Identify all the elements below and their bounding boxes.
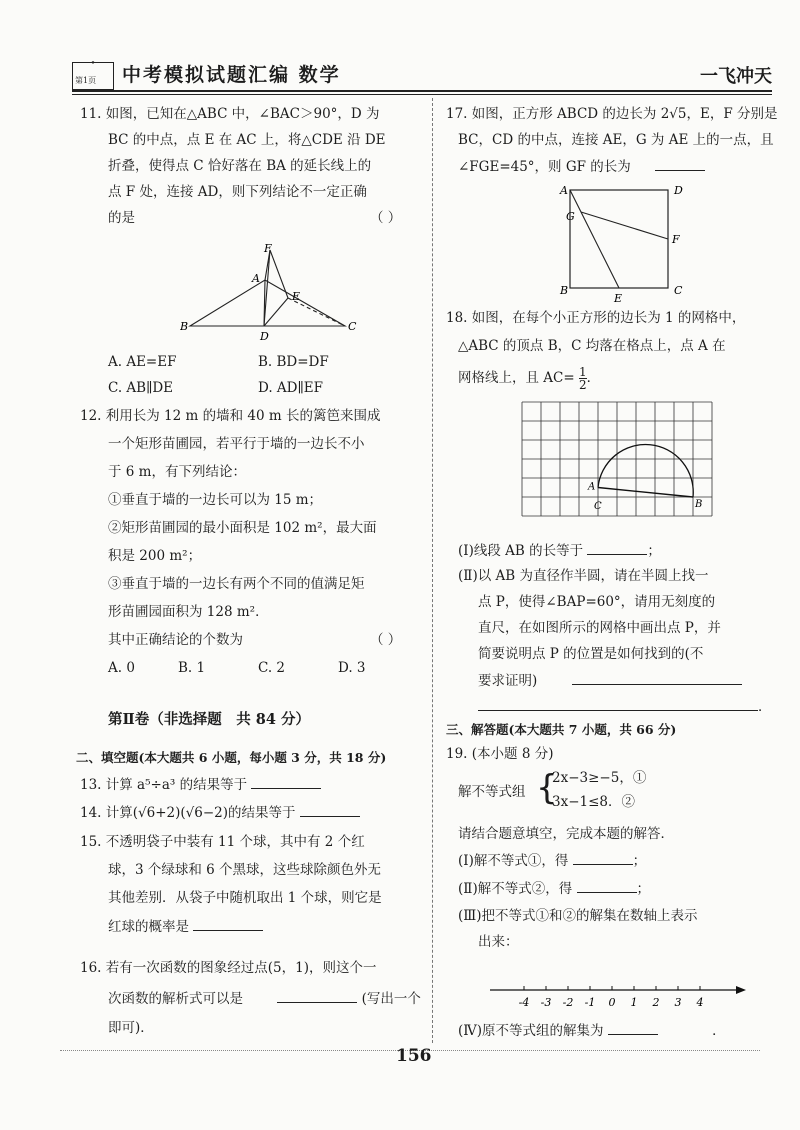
axis-tick-label: 0 — [608, 996, 616, 1009]
q12-option-c[interactable]: C. 2 — [258, 660, 286, 676]
label-B: B — [180, 320, 189, 333]
label-A: A — [588, 481, 596, 493]
page-header — [72, 58, 772, 90]
label-C: C — [348, 320, 357, 333]
number-line-q19 — [480, 976, 750, 1016]
axis-tick-label: 3 — [674, 996, 682, 1009]
question-13: 13. 计算 a⁵÷a³ 的结果等于 — [80, 774, 321, 795]
label-E: E — [614, 292, 623, 304]
axis-tick-label: -4 — [518, 996, 530, 1009]
part-2-heading: 第Ⅱ卷（非选择题 共 84 分） — [108, 711, 310, 728]
label-B: B — [560, 284, 569, 297]
q18-part2-answer-blank[interactable] — [572, 670, 742, 685]
axis-tick-label: -2 — [562, 996, 574, 1009]
q12-option-a[interactable]: A. 0 — [108, 660, 135, 676]
solve-section-heading: 三、解答题(本大题共 7 小题，共 66 分) — [446, 722, 677, 737]
label-A: A — [560, 184, 568, 197]
label-D: D — [674, 184, 683, 197]
label-A: A — [252, 272, 260, 285]
grid-figure-q18 — [520, 398, 720, 528]
q17-answer-blank[interactable] — [655, 156, 705, 171]
q15-answer-blank[interactable] — [193, 916, 263, 931]
label-E: E — [292, 290, 301, 303]
q19-part1-answer-blank[interactable] — [573, 850, 633, 865]
header-rule — [72, 90, 772, 92]
q11-option-a[interactable]: A. AE=EF — [108, 354, 177, 370]
label-F: F — [672, 233, 680, 246]
q11-option-b[interactable]: B. BD=DF — [258, 354, 329, 370]
q11-option-c[interactable]: C. AB∥DE — [108, 380, 174, 396]
axis-arrow-icon — [736, 986, 746, 994]
label-B: B — [695, 499, 703, 510]
fill-in-section-heading: 二、填空题(本大题共 6 小题，每小题 3 分，共 18 分) — [76, 750, 387, 765]
label-F: F — [264, 242, 272, 255]
brace-icon: { — [536, 768, 558, 808]
label-C: C — [594, 501, 602, 512]
square-figure-q17 — [558, 184, 708, 304]
left-column: 11. 如图，已知在△ABC 中，∠BAC＞90°，D 为 BC 的中点，点 E 在 AC 上，将△CDE 沿 DE 折叠，使得点 C 恰好落在 BA 的延长线上的 点 F 处，连接 AD，则下列结论不一定正确 的是 （ ） F A E B D C A. AE=EF B. BD=DF C. AB∥DE D. AD∥EF 12. 利用长为 12 m 的墙和 40 m 长的篱笆来围成 一个矩形苗圃园，若平行于墙的一边长不小 于 6 m，有下列结论： ①垂直于墙的一边长可以为 15 m； ②矩形苗圃园的最小面积是 102 m²，最大面 积是 200 m²； ③垂直于墙的一边长有两个不同的值满足矩 形苗圃园面积为 128 m²． 其中正确结论的个数为 （ ） A. 0 B. 1 C. 2 D. 3 第Ⅱ卷（非选择题 共 84 分） 二、填空题(本大题共 6 小题，每小题 3 分，共 18 分) 13. 计算 a⁵÷a³ 的结果等于 14. 计算(√6+2)(√6−2)的结果等于 15. 不透明袋子中装有 11 个球，其中有 2 个红 球，3 个绿球和 6 个黑球，这些球除颜色外无 其他差别．从袋子中随机取出 1 个球，则它是 红球的概率是 16. 若有一次函数的图象经过点(5，1)，则这个一 次函数的解析式可以是 (写出一个 即可)． — [76, 106, 421, 1036]
q14-answer-blank[interactable] — [300, 802, 360, 817]
label-C: C — [674, 284, 683, 297]
axis-tick-label: 1 — [630, 996, 638, 1009]
q18-part2-answer-blank-2[interactable] — [478, 696, 758, 711]
q18-part1-answer-blank[interactable] — [587, 540, 647, 555]
q12-option-d[interactable]: D. 3 — [338, 660, 366, 676]
axis-tick-label: -1 — [584, 996, 596, 1009]
publisher-logo: ° 第1页 — [72, 62, 114, 90]
question-14: 14. 计算(√6+2)(√6−2)的结果等于 — [80, 802, 360, 823]
brand-name: 一飞冲天 — [700, 66, 772, 87]
q19-part4-answer-blank[interactable] — [608, 1020, 658, 1035]
column-divider — [432, 98, 433, 1043]
right-column: 17. 如图，正方形 ABCD 的边长为 2√5，E，F 分别是 BC，CD 的中点，连接 AE，G 为 AE 上的一点，且 ∠FGE=45°，则 GF 的长为 A D G F B E C 18. 如图，在每个小正方形的边长为 1 的网格中， △ABC 的顶点 B，C 均落在格点上，点 A 在 网格线上，且 AC= $\frac{1}{2}$ ． A B C (Ⅰ)线段 AB 的长等于 ； (Ⅱ)以 AB 为直径作半圆，请在半圆上找一 点 P，使得∠BAP=60°，请用无刻度的 直尺，在如图所示的网格中画出点 P，并 简要说明点 P 的位置是如何找到的(不 要求证明) ． 三、解答题(本大题共 7 小题，共 66 分) 19. (本小题 8 分) 解不等式组 { 2x−3≥−5，① 3x−1≤8．② 请结合题意填空，完成本题的解答． (Ⅰ)解不等式①，得 ； (Ⅱ)解不等式②，得 ； (Ⅲ)把不等式①和②的解集在数轴上表示 出来： -4 -3 -2 -1 0 1 2 3 4 (Ⅳ)原不等式组的解集为 ． — [446, 106, 778, 1039]
series-title: 中考模拟试题汇编 数学 — [122, 64, 341, 86]
axis-tick-label: 4 — [696, 996, 704, 1009]
axis-tick-label: -3 — [540, 996, 552, 1009]
q11-option-d[interactable]: D. AD∥EF — [258, 380, 323, 396]
answer-paren: （ ） — [370, 210, 402, 226]
label-G: G — [566, 210, 575, 223]
q12-option-b[interactable]: B. 1 — [178, 660, 206, 676]
q19-part2-answer-blank[interactable] — [577, 878, 637, 893]
header-rule-thin — [72, 94, 772, 95]
answer-paren: （ ） — [370, 632, 402, 648]
page-number: 156 — [396, 1046, 432, 1066]
axis-tick-label: 2 — [652, 996, 660, 1009]
q16-answer-blank[interactable] — [277, 988, 357, 1003]
label-D: D — [260, 330, 269, 343]
triangle-figure-q11 — [180, 240, 380, 350]
q13-answer-blank[interactable] — [251, 774, 321, 789]
